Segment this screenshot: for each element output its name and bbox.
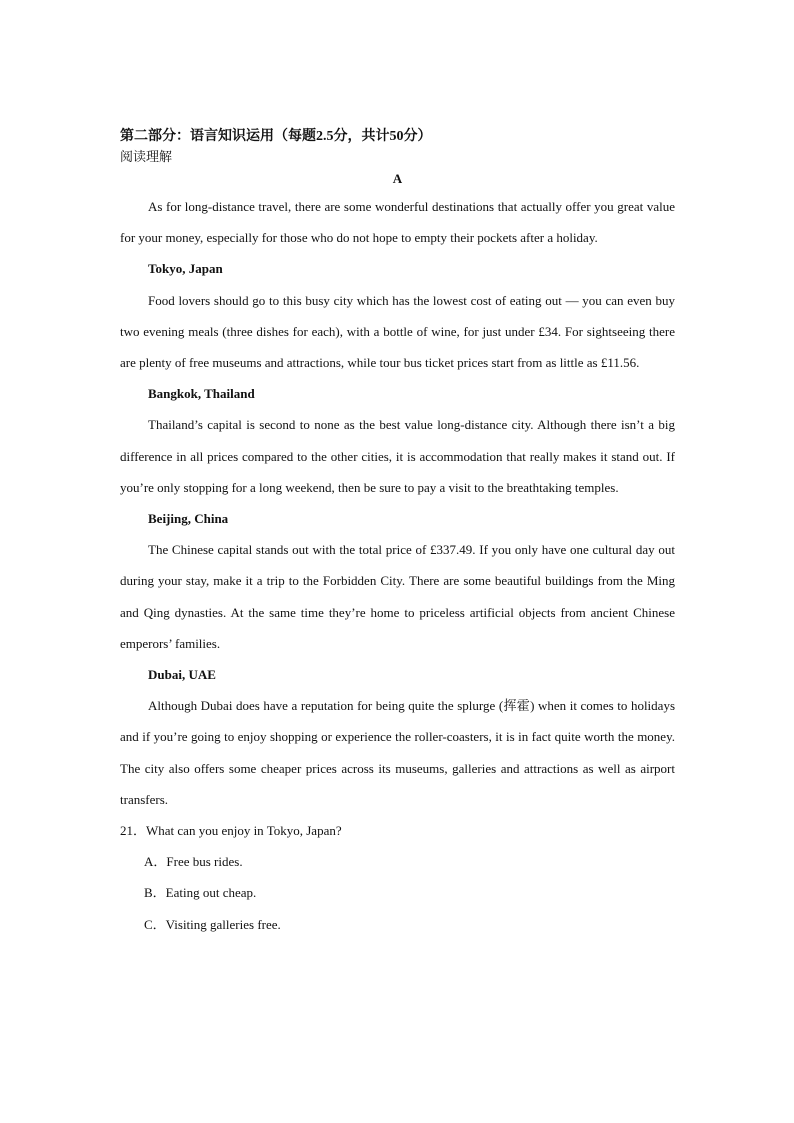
intro-paragraph: As for long-distance travel, there are some wonderful destinations that actually offer you great value for your money, especially for those who do not hope to empty their pockets after a holiday. [120,199,675,246]
section-heading: 第二部分：语言知识运用（每题2.5分，共计50分） [120,129,432,144]
option-a: A．Free bus rides. [144,854,243,870]
place-heading-beijing: Beijing, China [148,511,229,527]
document-page [120,127,675,940]
option-c: C．Visiting galleries free. [144,916,281,932]
place-heading-tokyo: Tokyo, Japan [148,261,223,277]
place-paragraph-beijing: The Chinese capital stands out with the total price of £337.49. If you only have one cultural day out during your stay, make it a trip to the Forbidden City. There are some beautiful buildings from the Ming and Qing dynasties. At the same time they’re home to priceless artificial objects from ancient Chinese emperors’ families. [120,542,675,651]
place-heading-dubai: Dubai, UAE [148,667,216,683]
place-heading-bangkok: Bangkok, Thailand [148,386,255,402]
question-stem: 21．What can you enjoy in Tokyo, Japan? [120,823,342,839]
place-paragraph-tokyo: Food lovers should go to this busy city which has the lowest cost of eating out — you can even buy two evening meals (three dishes for each), with a bottle of wine, for just under £34. For sightseeing there are plenty of free museums and attractions, while tour bus ticket prices start from as little as £11.56. [120,292,675,371]
option-b: B．Eating out cheap. [144,885,257,901]
place-paragraph-bangkok: Thailand’s capital is second to none as the best value long-distance city. Although there isn’t a big difference in all prices compared to the other cities, it is accommodation that really makes it stand out. If you’re only stopping for a long weekend, then be sure to pay a visit to the breathtaking temples. [120,417,675,495]
sub-heading: 阅读理解 [120,149,173,164]
place-paragraph-dubai: Although Dubai does have a reputation for being quite the splurge (挥霍) when it comes to holidays and if you’re going to enjoy shopping or experience the roller-coasters, it is in fact quite worth the money. The city also offers some cheaper prices across its museums, galleries and attractions as well as airport transfers. [120,698,675,807]
passage-label: A [392,171,403,186]
